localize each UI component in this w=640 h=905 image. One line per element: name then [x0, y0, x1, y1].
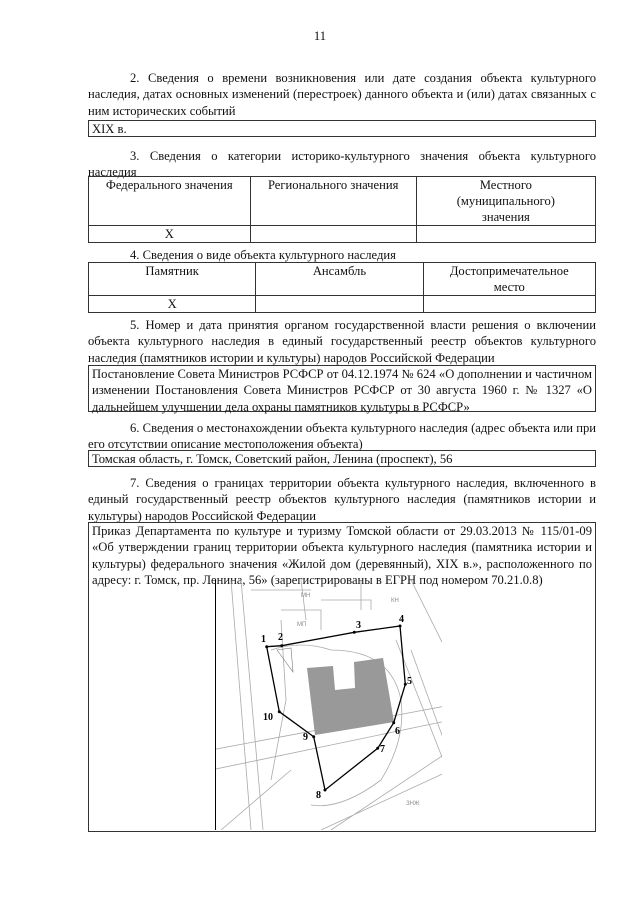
mark-ensemble — [256, 296, 423, 313]
building-footprint — [307, 658, 394, 735]
map-point-8: 8 — [316, 790, 321, 801]
col-federal: Федерального значения — [89, 177, 251, 226]
map-point-2: 2 — [278, 632, 283, 643]
section-7-value: Приказ Департамента по культуре и туризму Томской области от 29.03.2013 № 115/01-09 «Об утверждении границ территории объекта культурного наследия (памятника истории и культуры) федерального значения «Жилой дом (деревянный), XIX в.», расположенного по адресу: г. Томск, пр. Ленина, 56» (зарегистрированы в ЕГРН под номером 70.21.0.8) — [92, 524, 592, 587]
col-local: Местного (муниципального) значения — [416, 177, 595, 226]
map-point-6: 6 — [395, 726, 400, 737]
mark-local — [416, 226, 595, 243]
boundary-map — [215, 580, 442, 830]
map-point-9: 9 — [303, 732, 308, 743]
section-4-heading — [88, 247, 596, 263]
map-drawing — [216, 580, 442, 830]
section-6-text: 6. Сведения о местонахождении объекта культурного наследия (адрес объекта или при его отсутствии описание местоположения объекта) — [88, 421, 596, 452]
section-2-text: 2. Сведения о времени возникновения или дате создания объекта культурного наследия, датах основных изменений (перестроек) данного объекта и (или) датах связанных с ним исторических событий — [88, 71, 596, 118]
col-landmark: Достопримечательное место — [423, 263, 595, 296]
section-6-heading — [88, 420, 596, 453]
category-table — [88, 176, 596, 243]
map-point-3: 3 — [356, 620, 361, 631]
map-point-7: 7 — [380, 744, 385, 755]
section-4-text: 4. Сведения о виде объекта культурного наследия — [130, 248, 396, 262]
map-label: МН — [301, 593, 311, 599]
section-6-value: Томская область, г. Томск, Советский район, Ленина (проспект), 56 — [88, 450, 596, 467]
section-5-value: Постановление Совета Министров РСФСР от 04.12.1974 № 624 «О дополнении и частичном изменении Постановления Совета Министров РСФСР от 30 августа 1960 г. № 1327 «О дальнейшем улучшении дела охраны памятников культуры в РСФСР» — [88, 365, 596, 412]
map-point-5: 5 — [407, 676, 412, 687]
section-7-text: 7. Сведения о границах территории объекта культурного наследия, включенного в единый государственный реестр объектов культурного наследия (памятников истории и культуры) народов Российской Федерации — [88, 476, 596, 523]
type-table — [88, 262, 596, 313]
col-monument: Памятник — [89, 263, 256, 296]
mark-landmark — [423, 296, 595, 313]
map-point-1: 1 — [261, 634, 266, 645]
section-7-heading — [88, 475, 596, 524]
section-3-text: 3. Сведения о категории историко-культурного значения объекта культурного наследия — [88, 149, 596, 180]
mark-regional — [250, 226, 416, 243]
col-ensemble: Ансамбль — [256, 263, 423, 296]
map-point-10: 10 — [263, 712, 273, 723]
page-number: 11 — [313, 29, 327, 43]
mark-federal: X — [89, 226, 251, 243]
map-label: ЗНЖ — [406, 801, 420, 807]
mark-monument: X — [89, 296, 256, 313]
map-label: КН — [391, 598, 399, 604]
section-2-value: XIX в. — [88, 120, 596, 137]
col-regional: Регионального значения — [250, 177, 416, 226]
section-5-text: 5. Номер и дата принятия органом государственной власти решения о включении объекта культурного наследия в единый государственный реестр объектов культурного наследия (памятников истории и культуры) народов Российской Федерации — [88, 318, 596, 365]
section-5-heading — [88, 317, 596, 366]
map-label: МП — [297, 622, 307, 628]
map-point-4: 4 — [399, 614, 404, 625]
section-2-heading — [88, 70, 596, 119]
